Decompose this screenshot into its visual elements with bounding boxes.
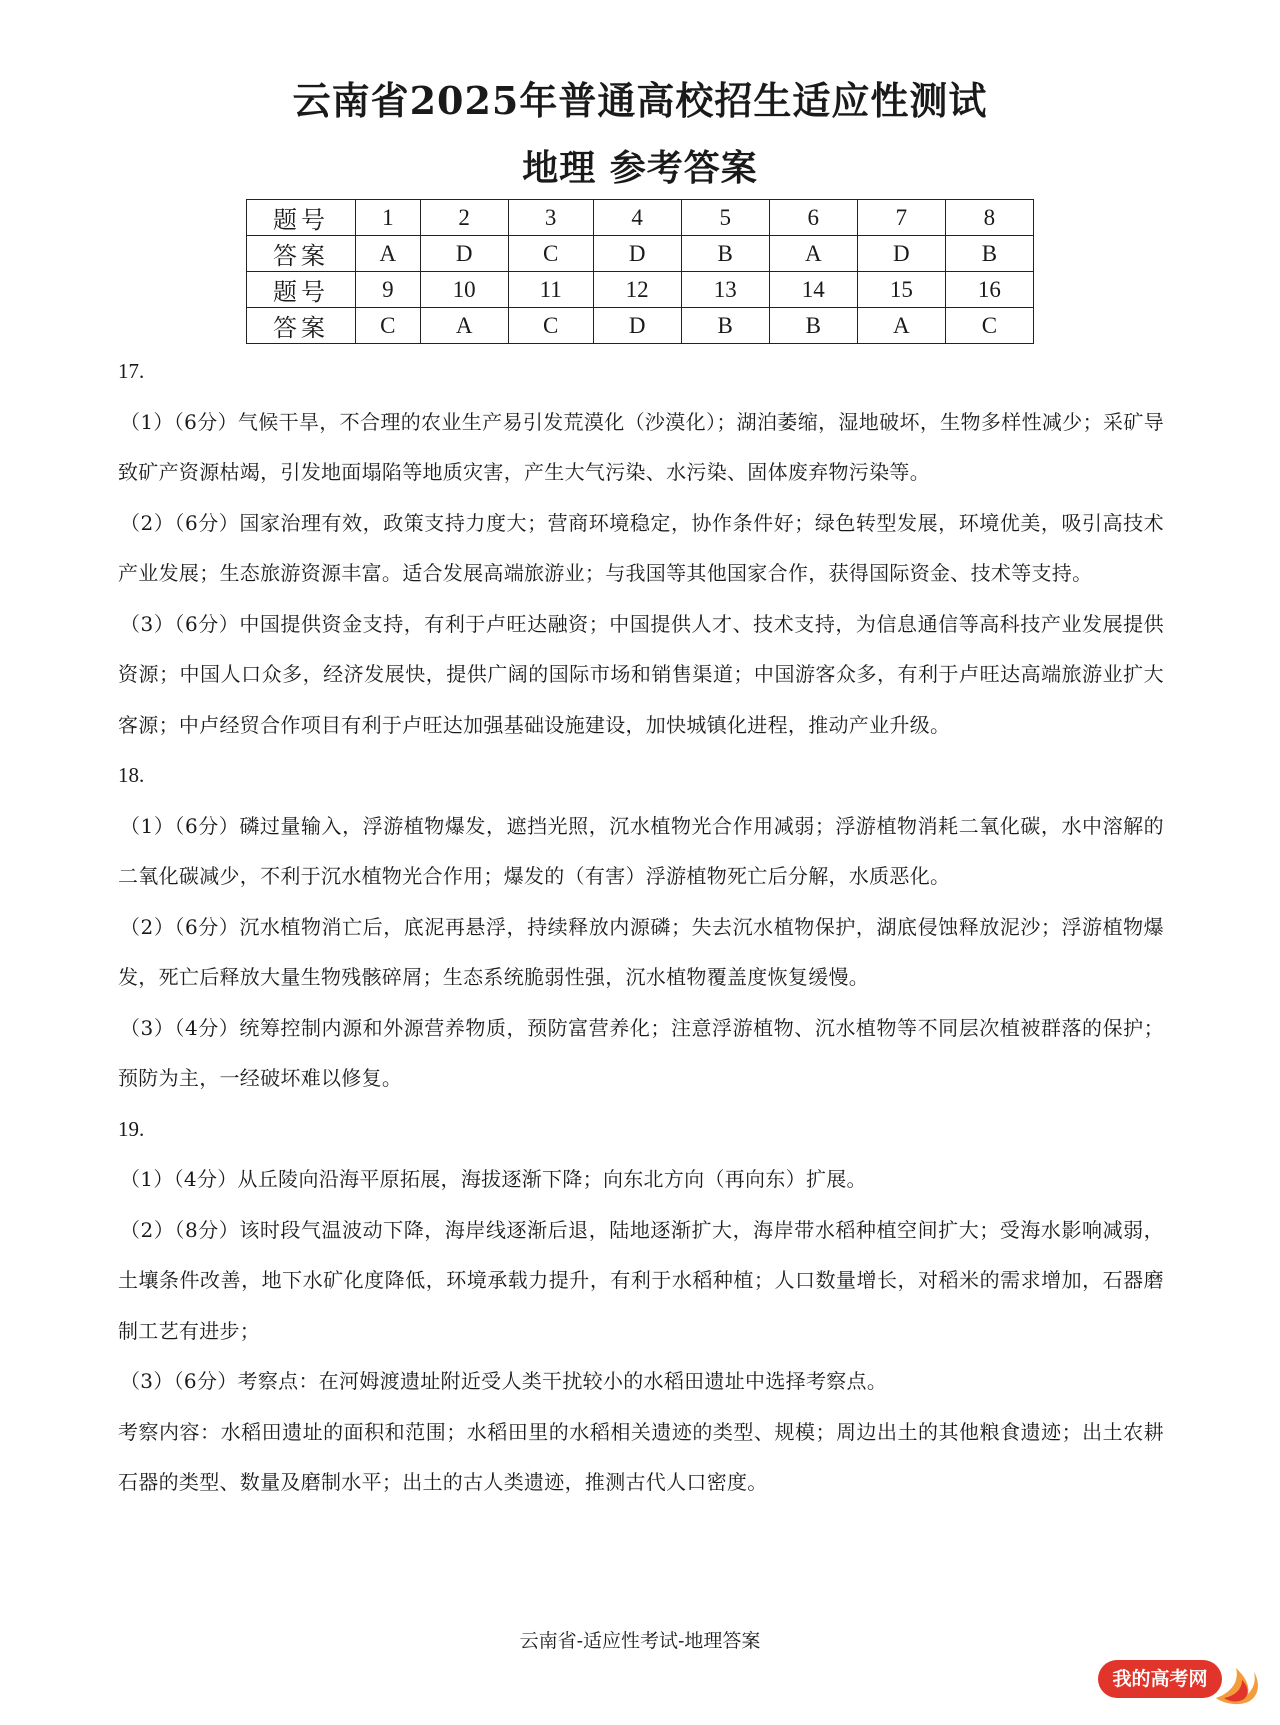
question-number: 18.: [118, 763, 145, 787]
table-cell: 9: [356, 272, 421, 308]
table-row: [247, 272, 1034, 308]
table-cell: 2: [420, 200, 508, 236]
table-row: [247, 200, 1034, 236]
table-cell: 16: [945, 272, 1033, 308]
question-19: [118, 1104, 1164, 1508]
flame-icon: [1210, 1654, 1260, 1706]
table-row: [247, 308, 1034, 344]
table-cell: D: [420, 236, 508, 272]
table-cell: A: [857, 308, 945, 344]
table-cell: 10: [420, 272, 508, 308]
page-subtitle: 地理 参考答案: [522, 147, 758, 189]
table-cell: A: [769, 236, 857, 272]
table-cell: 5: [681, 200, 769, 236]
table-cell: B: [945, 236, 1033, 272]
table-cell: D: [857, 236, 945, 272]
answer-paragraph: （3）（6分）考察点：在河姆渡遗址附近受人类干扰较小的水稻田遗址中选择考察点。: [120, 1369, 888, 1393]
answer-paragraph: （1）（6分）气候干旱，不合理的农业生产易引发荒漠化（沙漠化）；湖泊萎缩，湿地破坏，生物多样性减少；采矿导致矿产资源枯竭，引发地面塌陷等地质灾害，产生大气污染、水污染、固体废弃物污染等。: [118, 409, 1164, 484]
table-cell: C: [356, 308, 421, 344]
answer-paragraph: （3）（6分）中国提供资金支持，有利于卢旺达融资；中国提供人才、技术支持，为信息通信等高科技产业发展提供资源；中国人口众多，经济发展快，提供广阔的国际市场和销售渠道；中国游客众多，有利于卢旺达高端旅游业扩大客源；中卢经贸合作项目有利于卢旺达加强基础设施建设，加快城镇化进程，推动产业升级。: [118, 611, 1164, 737]
question-17: [118, 346, 1164, 750]
watermark-label: 我的高考网: [1098, 1660, 1222, 1698]
answer-paragraph: （2）（6分）沉水植物消亡后，底泥再悬浮，持续释放内源磷；失去沉水植物保护，湖底侵蚀释放泥沙；浮游植物爆发，死亡后释放大量生物残骸碎屑；生态系统脆弱性强，沉水植物覆盖度恢复缓慢。: [118, 914, 1164, 989]
table-cell: 11: [508, 272, 593, 308]
table-cell: A: [356, 236, 421, 272]
row-label: 答案: [247, 236, 356, 272]
table-row: [247, 236, 1034, 272]
row-label: 题号: [247, 200, 356, 236]
table-cell: 7: [857, 200, 945, 236]
table-cell: 14: [769, 272, 857, 308]
question-number: 17.: [118, 359, 145, 383]
table-cell: A: [420, 308, 508, 344]
table-cell: C: [945, 308, 1033, 344]
table-cell: B: [681, 236, 769, 272]
table-cell: 15: [857, 272, 945, 308]
table-cell: D: [593, 308, 681, 344]
table-cell: 4: [593, 200, 681, 236]
answer-paragraph: （3）（4分）统筹控制内源和外源营养物质，预防富营养化；注意浮游植物、沉水植物等不同层次植被群落的保护；预防为主，一经破坏难以修复。: [118, 1015, 1164, 1090]
question-number: 19.: [118, 1116, 145, 1141]
row-label: 答案: [247, 308, 356, 344]
table-cell: C: [508, 308, 593, 344]
table-cell: 12: [593, 272, 681, 308]
answer-paragraph: （2）（6分）国家治理有效，政策支持力度大；营商环境稳定，协作条件好；绿色转型发展，环境优美，吸引高技术产业发展；生态旅游资源丰富。适合发展高端旅游业；与我国等其他国家合作，获得国际资金、技术等支持。: [118, 510, 1164, 585]
table-cell: 1: [356, 200, 421, 236]
answer-paragraph: （1）（6分）磷过量输入，浮游植物爆发，遮挡光照，沉水植物光合作用减弱；浮游植物消耗二氧化碳，水中溶解的二氧化碳减少，不利于沉水植物光合作用；爆发的（有害）浮游植物死亡后分解，水质恶化。: [118, 813, 1164, 888]
table-cell: 6: [769, 200, 857, 236]
answer-content: [118, 346, 1164, 1508]
table-cell: 8: [945, 200, 1033, 236]
table-cell: C: [508, 236, 593, 272]
answer-table: [246, 199, 1034, 344]
row-label: 题号: [247, 272, 356, 308]
answer-paragraph: （1）（4分）从丘陵向沿海平原拓展，海拔逐渐下降；向东北方向（再向东）扩展。: [120, 1167, 867, 1191]
page-footer: 云南省-适应性考试-地理答案: [519, 1630, 761, 1652]
answer-paragraph: （2）（8分）该时段气温波动下降，海岸线逐渐后退，陆地逐渐扩大，海岸带水稻种植空间扩大；受海水影响减弱，土壤条件改善，地下水矿化度降低，环境承载力提升，有利于水稻种植；人口数量增长，对稻米的需求增加，石器磨制工艺有进步；: [118, 1217, 1164, 1343]
table-cell: 3: [508, 200, 593, 236]
answer-paragraph: 考察内容：水稻田遗址的面积和范围；水稻田里的水稻相关遗迹的类型、规模；周边出土的其他粮食遗迹；出土农耕石器的类型、数量及磨制水平；出土的古人类遗迹，推测古代人口密度。: [118, 1419, 1164, 1494]
table-cell: B: [681, 308, 769, 344]
site-watermark: [1098, 1654, 1258, 1706]
table-cell: 13: [681, 272, 769, 308]
table-cell: D: [593, 236, 681, 272]
table-cell: B: [769, 308, 857, 344]
question-18: [118, 750, 1164, 1104]
page-title: 云南省2025年普通高校招生适应性测试: [292, 78, 988, 123]
